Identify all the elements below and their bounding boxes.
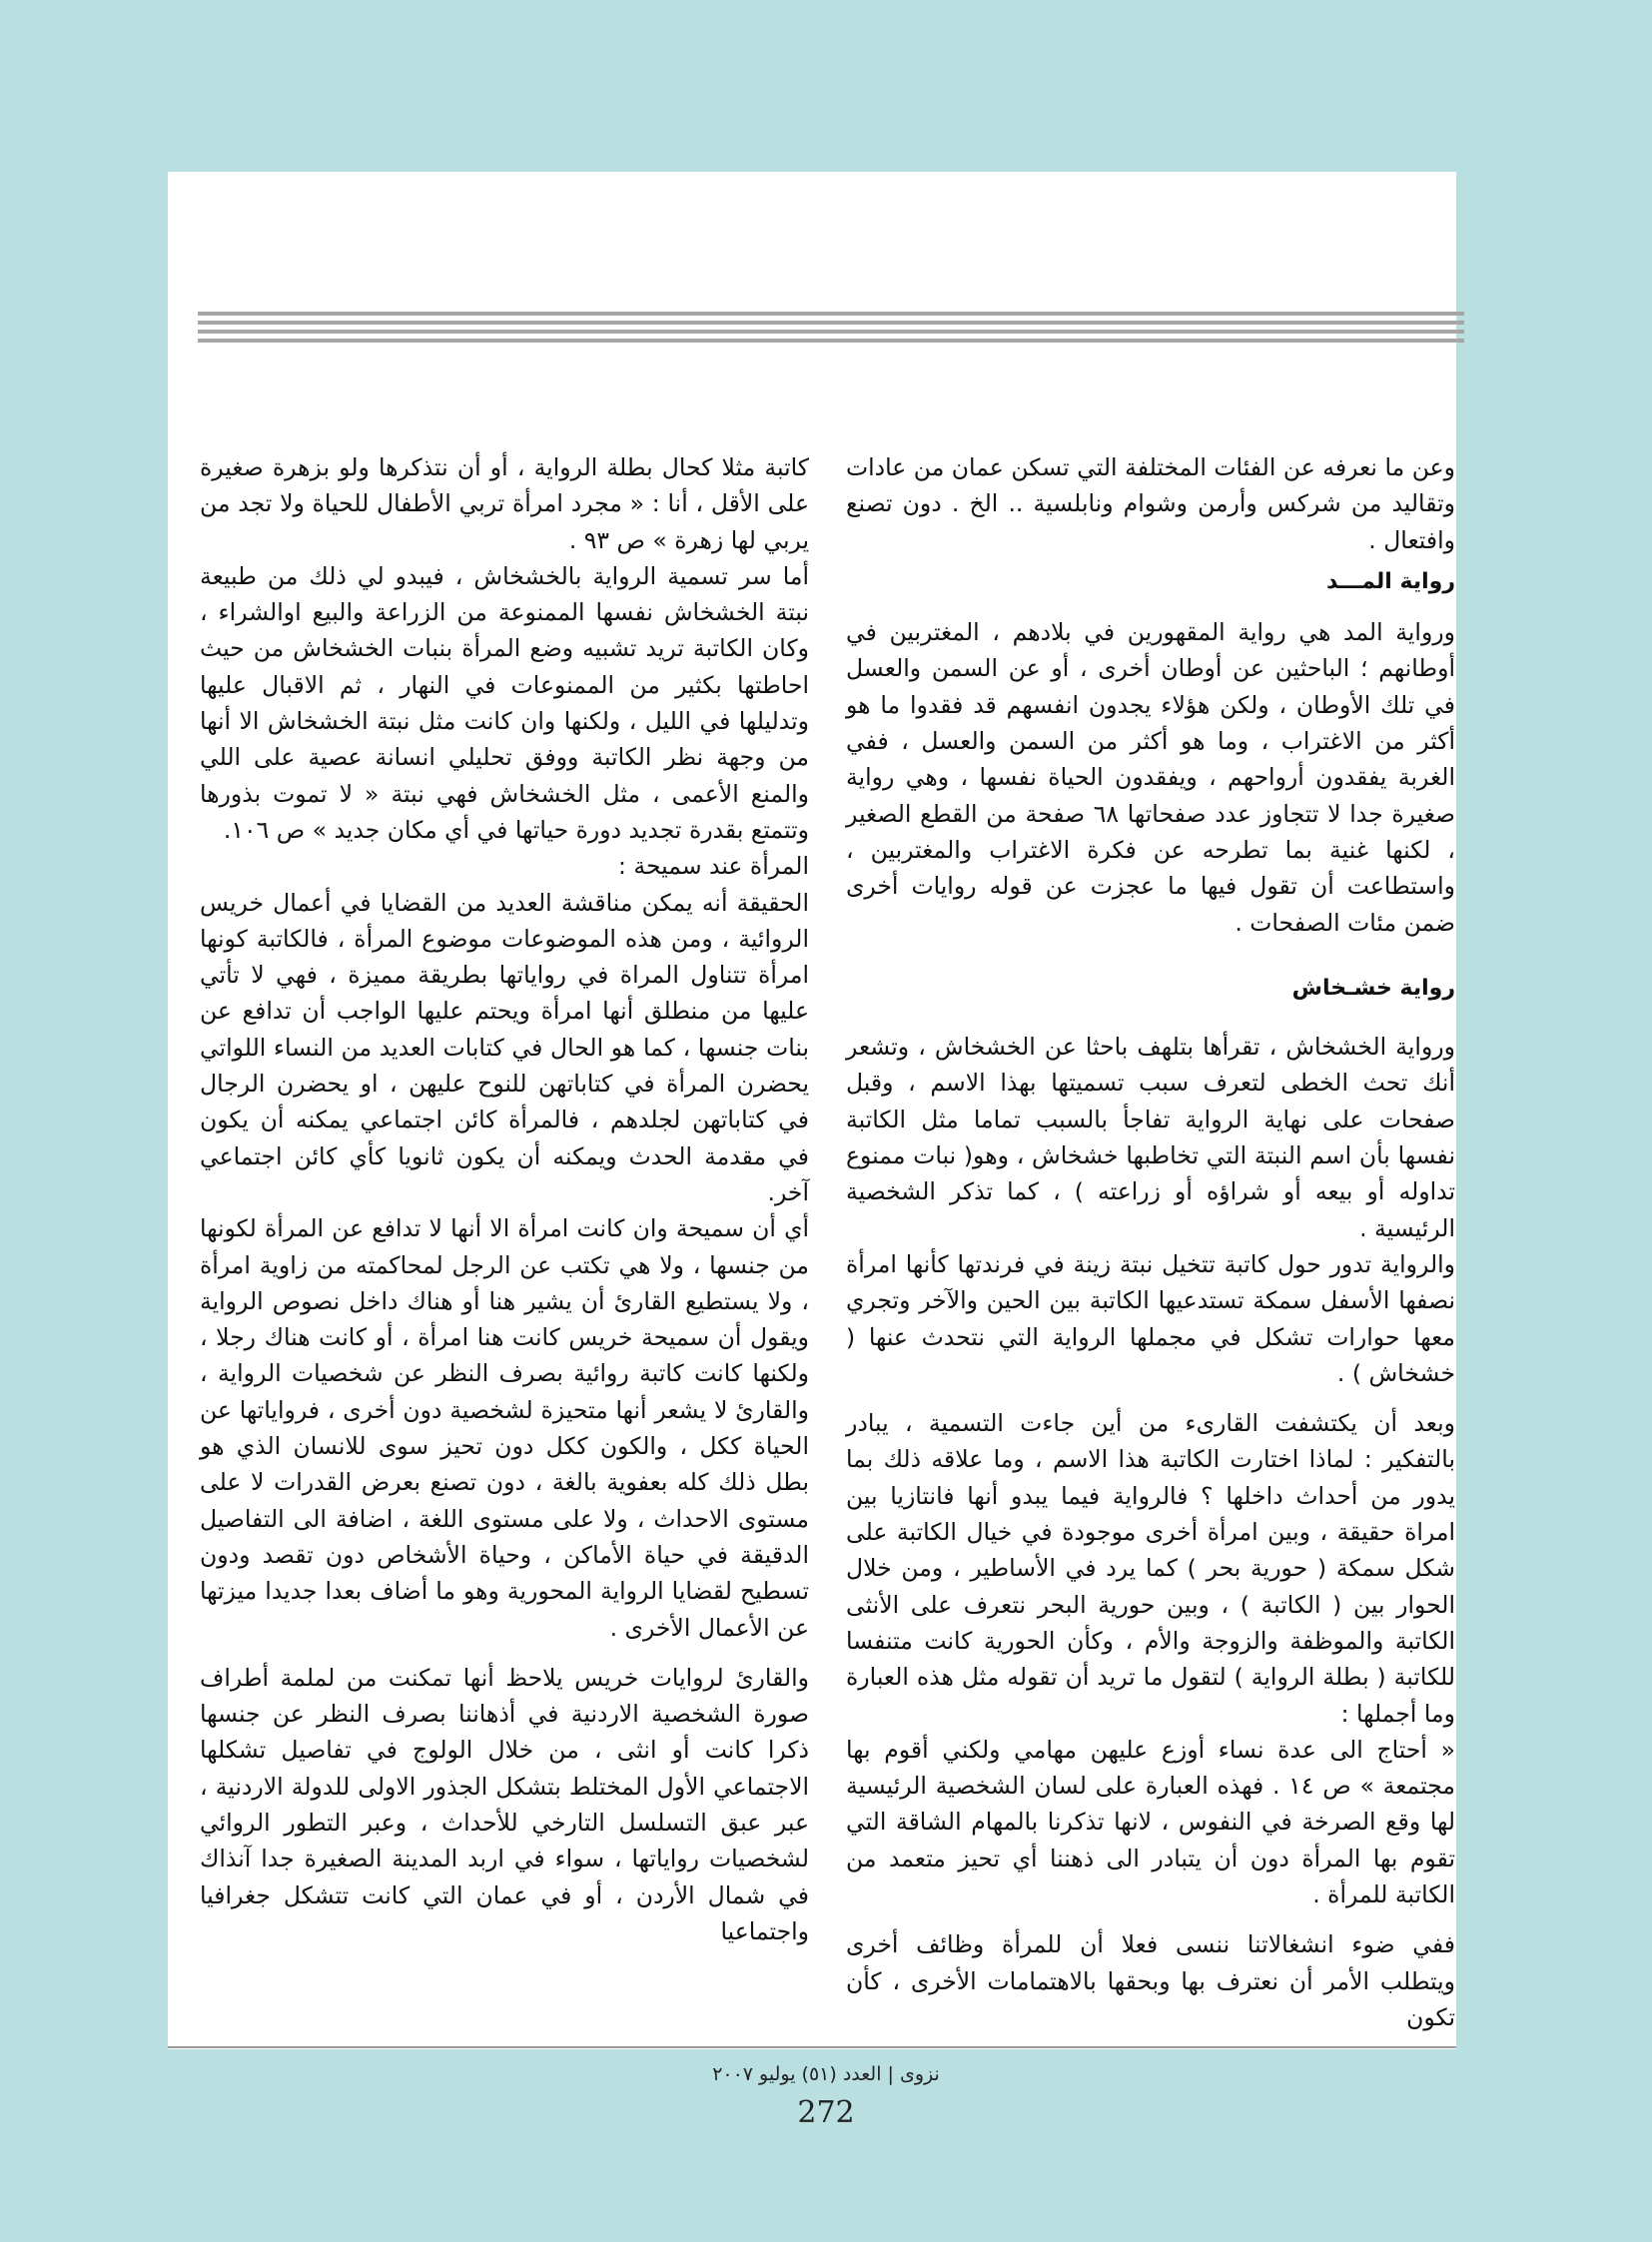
section-heading-madd: رواية المـــد [1326,568,1455,594]
right-paragraph: والرواية تدور حول كاتبة تتخيل نبتة زينة في فرندتها كأنها امرأة نصفها الأسفل سمكة تستدعيها الكاتبة بين الحين والآخر وتجري معها حوارات تشكل في مجملها الرواية التي نتحدث عنها ( خشخاش ) . [846,1249,1455,1387]
page-number: 272 [797,2095,855,2130]
header-rule [198,312,1464,348]
left-paragraph: كاتبة مثلا كحال بطلة الرواية ، أو أن نتذكرها ولو بزهرة صغيرة على الأقل ، أنا : « مجرد امرأة تربي الأطفال للحياة ولا تجد من يربي لها زهرة » ص ٩٣ . [200,453,809,554]
left-paragraph: أي أن سميحة وان كانت امرأة الا أنها لا تدافع عن المرأة لكونها من جنسها ، ولا هي تكتب عن الرجل لمحاكمته من زاوية امرأة ، ولا يستطيع القارئ أن يشير هنا أو هناك داخل نصوص الرواية ويقول أن سميحة خريس كانت هنا امرأة ، أو كانت هناك رجلا ، ولكنها كانت كاتبة روائية بصرف النظر عن شخصيات الرواية ، والقارئ لا يشعر أنها متحيزة لشخصية دون أخرى ، فرواياتها عن الحياة ككل ، والكون ككل دون تحيز سوى للانسان الذي هو بطل ذلك كله بعفوية بالغة ، دون تصنع بعرض القدرات لا على مستوى الاحداث ، ولا على مستوى اللغة ، اضافة الى التفاصيل الدقيقة في حياة الأماكن ، وحياة الأشخاص دون تقصد ودون تسطيح لقضايا الرواية المحورية وهو ما أضاف بعدا جديدا ميزتها عن الأعمال الأخرى . [200,1214,809,1642]
right-paragraph: ورواية المد هي رواية المقهورين في بلادهم ، المغتربين في أوطانهم ؛ الباحثين عن أوطان أخرى ، أو عن السمن والعسل في تلك الأوطان ، ولكن هؤلاء يجدون انفسهم قد فقدوا ما هو أكثر من الاغتراب ، وما هو أكثر من السمن والعسل ، ففي الغربة يفقدون أرواحهم ، ويفقدون الحياة نفسها ، وهي رواية صغيرة جدا لا تتجاوز عدد صفحاتها ٦٨ صفحة من القطع الصغير ، لكنها غنية بما تطرحه عن فكرة الاغتراب والمغتربين ، واستطاعت أن تقول فيها ما عجزت عن قوله روايات أخرى ضمن مئات الصفحات . [846,618,1455,937]
footer-rule [168,2046,1456,2048]
section-heading-khashkhash: رواية خشـخاش [1291,975,1455,1001]
right-paragraph: وبعد أن يكتشفت القارىء من أين جاءت التسمية ، يبادر بالتفكير : لماذا اختارت الكاتبة هذا الاسم ، وما علاقه ذلك بما يدور من أحداث داخلها ؟ فالرواية فيما يبدو أنها فانتازيا بين امراة حقيقة ، وبين امرأة أخرى موجودة في خيال الكاتبة على شكل سمكة ( حورية بحر ) كما يرد في الأساطير ، ومن خلال الحوار بين ( الكاتبة ) ، وبين حورية البحر نتعرف على الأنثى الكاتبة والموظفة والزوجة والأم ، وكأن الحورية كانت متنفسا للكاتبة ( بطلة الرواية ) لتقول ما تريد أن تقوله مثل هذه العبارة وما أجملها : [846,1409,1455,1728]
right-column [846,449,1455,2035]
right-paragraph: ففي ضوء انشغالاتنا ننسى فعلا أن للمرأة وظائف أخرى ويتطلب الأمر أن نعترف بها وبحقها بالاهتمامات الأخرى ، كأن تكون [846,1930,1455,2031]
right-intro-paragraph: وعن ما نعرفه عن الفئات المختلفة التي تسكن عمان من عادات وتقاليد من شركس وأرمن وشوام ونابلسية .. الخ . دون تصنع وافتعال . [846,453,1455,554]
left-column [200,449,809,1949]
left-paragraph: أما سر تسمية الرواية بالخشخاش ، فيبدو لي ذلك من طبيعة نبتة الخشخاش نفسها الممنوعة من الزراعة والبيع اوالشراء ، وكان الكاتبة تريد تشبيه وضع المرأة بنبات الخشخاش من حيث احاطتها بكثير من الممنوعات في النهار ، ثم الاقبال عليها وتدليلها في الليل ، ولكنها وان كانت مثل نبتة الخشخاش الا أنها من وجهة نظر الكاتبة ووفق تحليلي انسانة عصية على اللي والمنع الأعمى ، مثل الخشخاش فهي نبتة « لا تموت بذورها وتتمتع بقدرة تجديد دورة حياتها في أي مكان جديد » ص ١٠٦. [200,561,809,844]
left-paragraph: والقارئ لروايات خريس يلاحظ أنها تمكنت من لملمة أطراف صورة الشخصية الاردنية في أذهاننا بصرف النظر عن جنسها ذكرا كانت أو انثى ، من خلال الولوج في تفاصيل تشكلها الاجتماعي الأول المختلط بتشكل الجذور الاولى للدولة الاردنية ، عبر عبق التسلسل التارخي للأحداث ، وعبر التطور الروائي لشخصيات رواياتها ، سواء في اربد المدينة الصغيرة جدا آنذاك في شمال الأردن ، أو في عمان التي كانت تتشكل جغرافيا واجتماعيا [200,1663,809,1945]
issue-footer: نزوى | العدد (٥١) يوليو ٢٠٠٧ [712,2063,940,2085]
right-quote-paragraph: « أحتاج الى عدة نساء أوزع عليهن مهامي ولكني أقوم بها مجتمعة » ص ١٤ . فهذه العبارة على لسان الشخصية الرئيسية لها وقع الصرخة في النفوس ، لانها تذكرنا بالمهام الشاقة التي تقوم بها المرأة دون أن يتبادر الى ذهننا أي تحيز متعمد من الكاتبة للمرأة . [846,1735,1455,1908]
magazine-page [168,172,1456,2049]
section-heading-woman: المرأة عند سميحة : [618,852,809,881]
right-paragraph: ورواية الخشخاش ، تقرأها بتلهف باحثا عن الخشخاش ، وتشعر أنك تحث الخطى لتعرف سبب تسميتها بهذا الاسم ، وقبل صفحات على نهاية الرواية تفاجأ بالسبب تماما مثل الكاتبة نفسها بأن اسم النبتة التي تخاطبها خشخاش ، وهو( نبات ممنوع تداوله أو بيعه أو شراؤه أو زراعته ) ، كما تذكر الشخصية الرئيسية . [846,1033,1455,1242]
left-paragraph: الحقيقة أنه يمكن مناقشة العديد من القضايا في أعمال خريس الروائية ، ومن هذه الموضوعات موضوع المرأة ، فالكاتبة كونها امرأة تتناول المراة في رواياتها بطريقة مميزة ، فهي لا تأتي عليها من منطلق أنها امرأة ويحتم عليها الواجب أن تدافع عن بنات جنسها ، كما هو الحال في كتابات العديد من النساء اللواتي يحضرن المرأة في كتاباتهن للنوح عليهن ، او يحضرن الرجال في كتاباتهن لجلدهم ، فالمرأة كائن اجتماعي يمكنه أن يكون في مقدمة الحدث ويمكنه أن يكون ثانويا كأي كائن اجتماعي آخر. [200,888,809,1206]
